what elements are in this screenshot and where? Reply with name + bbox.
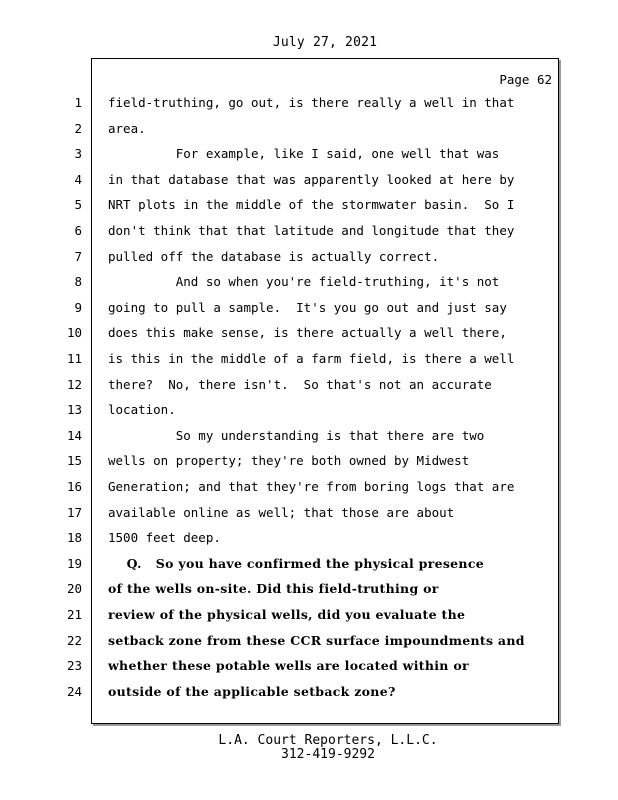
testimony-line-text: So my understanding is that there are two — [108, 427, 485, 443]
testimony-line-text: pulled off the database is actually correct. — [108, 248, 440, 264]
line-number: 24 — [66, 683, 82, 699]
line-number: 18 — [66, 530, 82, 546]
testimony-line-text: available online as well; that those are about — [108, 504, 455, 520]
line-number: 16 — [66, 479, 82, 494]
line-number: 6 — [74, 223, 82, 238]
footer-company: L.A. Court Reporters, L.L.C. — [218, 733, 438, 748]
testimony-line-text: Generation; and that they're from boring logs that are — [108, 479, 515, 494]
line-number: 4 — [74, 171, 82, 187]
line-number: 1 — [74, 95, 82, 110]
testimony-line-text: And so when you're field-truthing, it's not — [108, 274, 500, 290]
question-line-text: setback zone from these CCR surface impoundments and — [108, 632, 525, 648]
line-number: 19 — [66, 555, 82, 571]
line-number: 14 — [66, 427, 82, 443]
testimony-line-text: 1500 feet deep. — [108, 530, 221, 546]
line-number: 2 — [74, 120, 82, 136]
line-number: 23 — [66, 658, 82, 674]
testimony-line-text: NRT plots in the middle of the stormwater basin. So I — [108, 197, 515, 213]
line-number: 10 — [66, 325, 82, 341]
line-number: 8 — [74, 274, 82, 290]
question-line-text: outside of the applicable setback zone? — [108, 683, 396, 699]
line-number: 3 — [74, 146, 82, 162]
testimony-line-text: is this in the middle of a farm field, is there a well — [108, 351, 515, 366]
line-number: 22 — [66, 632, 82, 648]
testimony-line-text: does this make sense, is there actually a well there, — [108, 325, 507, 341]
page-number: Page 62 — [499, 72, 552, 87]
line-number: 9 — [74, 299, 82, 315]
line-number: 13 — [66, 402, 82, 418]
testimony-line-text: wells on property; they're both owned by Midwest — [108, 453, 470, 469]
question-line-text: of the wells on-site. Did this field-truthing or — [108, 581, 439, 597]
line-number: 21 — [66, 607, 82, 622]
line-number: 12 — [66, 376, 82, 392]
transcript-date: July 27, 2021 — [272, 35, 378, 50]
question-line-text: whether these potable wells are located within or — [108, 658, 469, 674]
footer-phone: 312-419-9292 — [281, 747, 375, 762]
line-number: 11 — [66, 351, 82, 366]
line-number-divider — [91, 58, 92, 724]
line-number: 5 — [74, 197, 82, 213]
testimony-line-text: area. — [108, 120, 146, 136]
testimony-line-text: in that database that was apparently looked at here by — [108, 171, 515, 187]
line-number: 17 — [66, 504, 82, 520]
line-number: 15 — [66, 453, 82, 469]
testimony-line-text: don't think that that latitude and longitude that they — [108, 223, 515, 238]
question-line-text: review of the physical wells, did you evaluate the — [108, 607, 466, 622]
testimony-line-text: For example, like I said, one well that was — [108, 146, 500, 162]
testimony-line-text: going to pull a sample. It's you go out and just say — [108, 299, 507, 315]
line-number: 7 — [74, 248, 82, 264]
question-line-text: Q. So you have confirmed the physical presence — [108, 555, 484, 571]
testimony-line-text: there? No, there isn't. So that's not an accurate — [108, 376, 492, 392]
testimony-line-text: location. — [108, 402, 176, 418]
line-number: 20 — [66, 581, 82, 597]
testimony-line-text: field-truthing, go out, is there really a well in that — [108, 95, 515, 110]
